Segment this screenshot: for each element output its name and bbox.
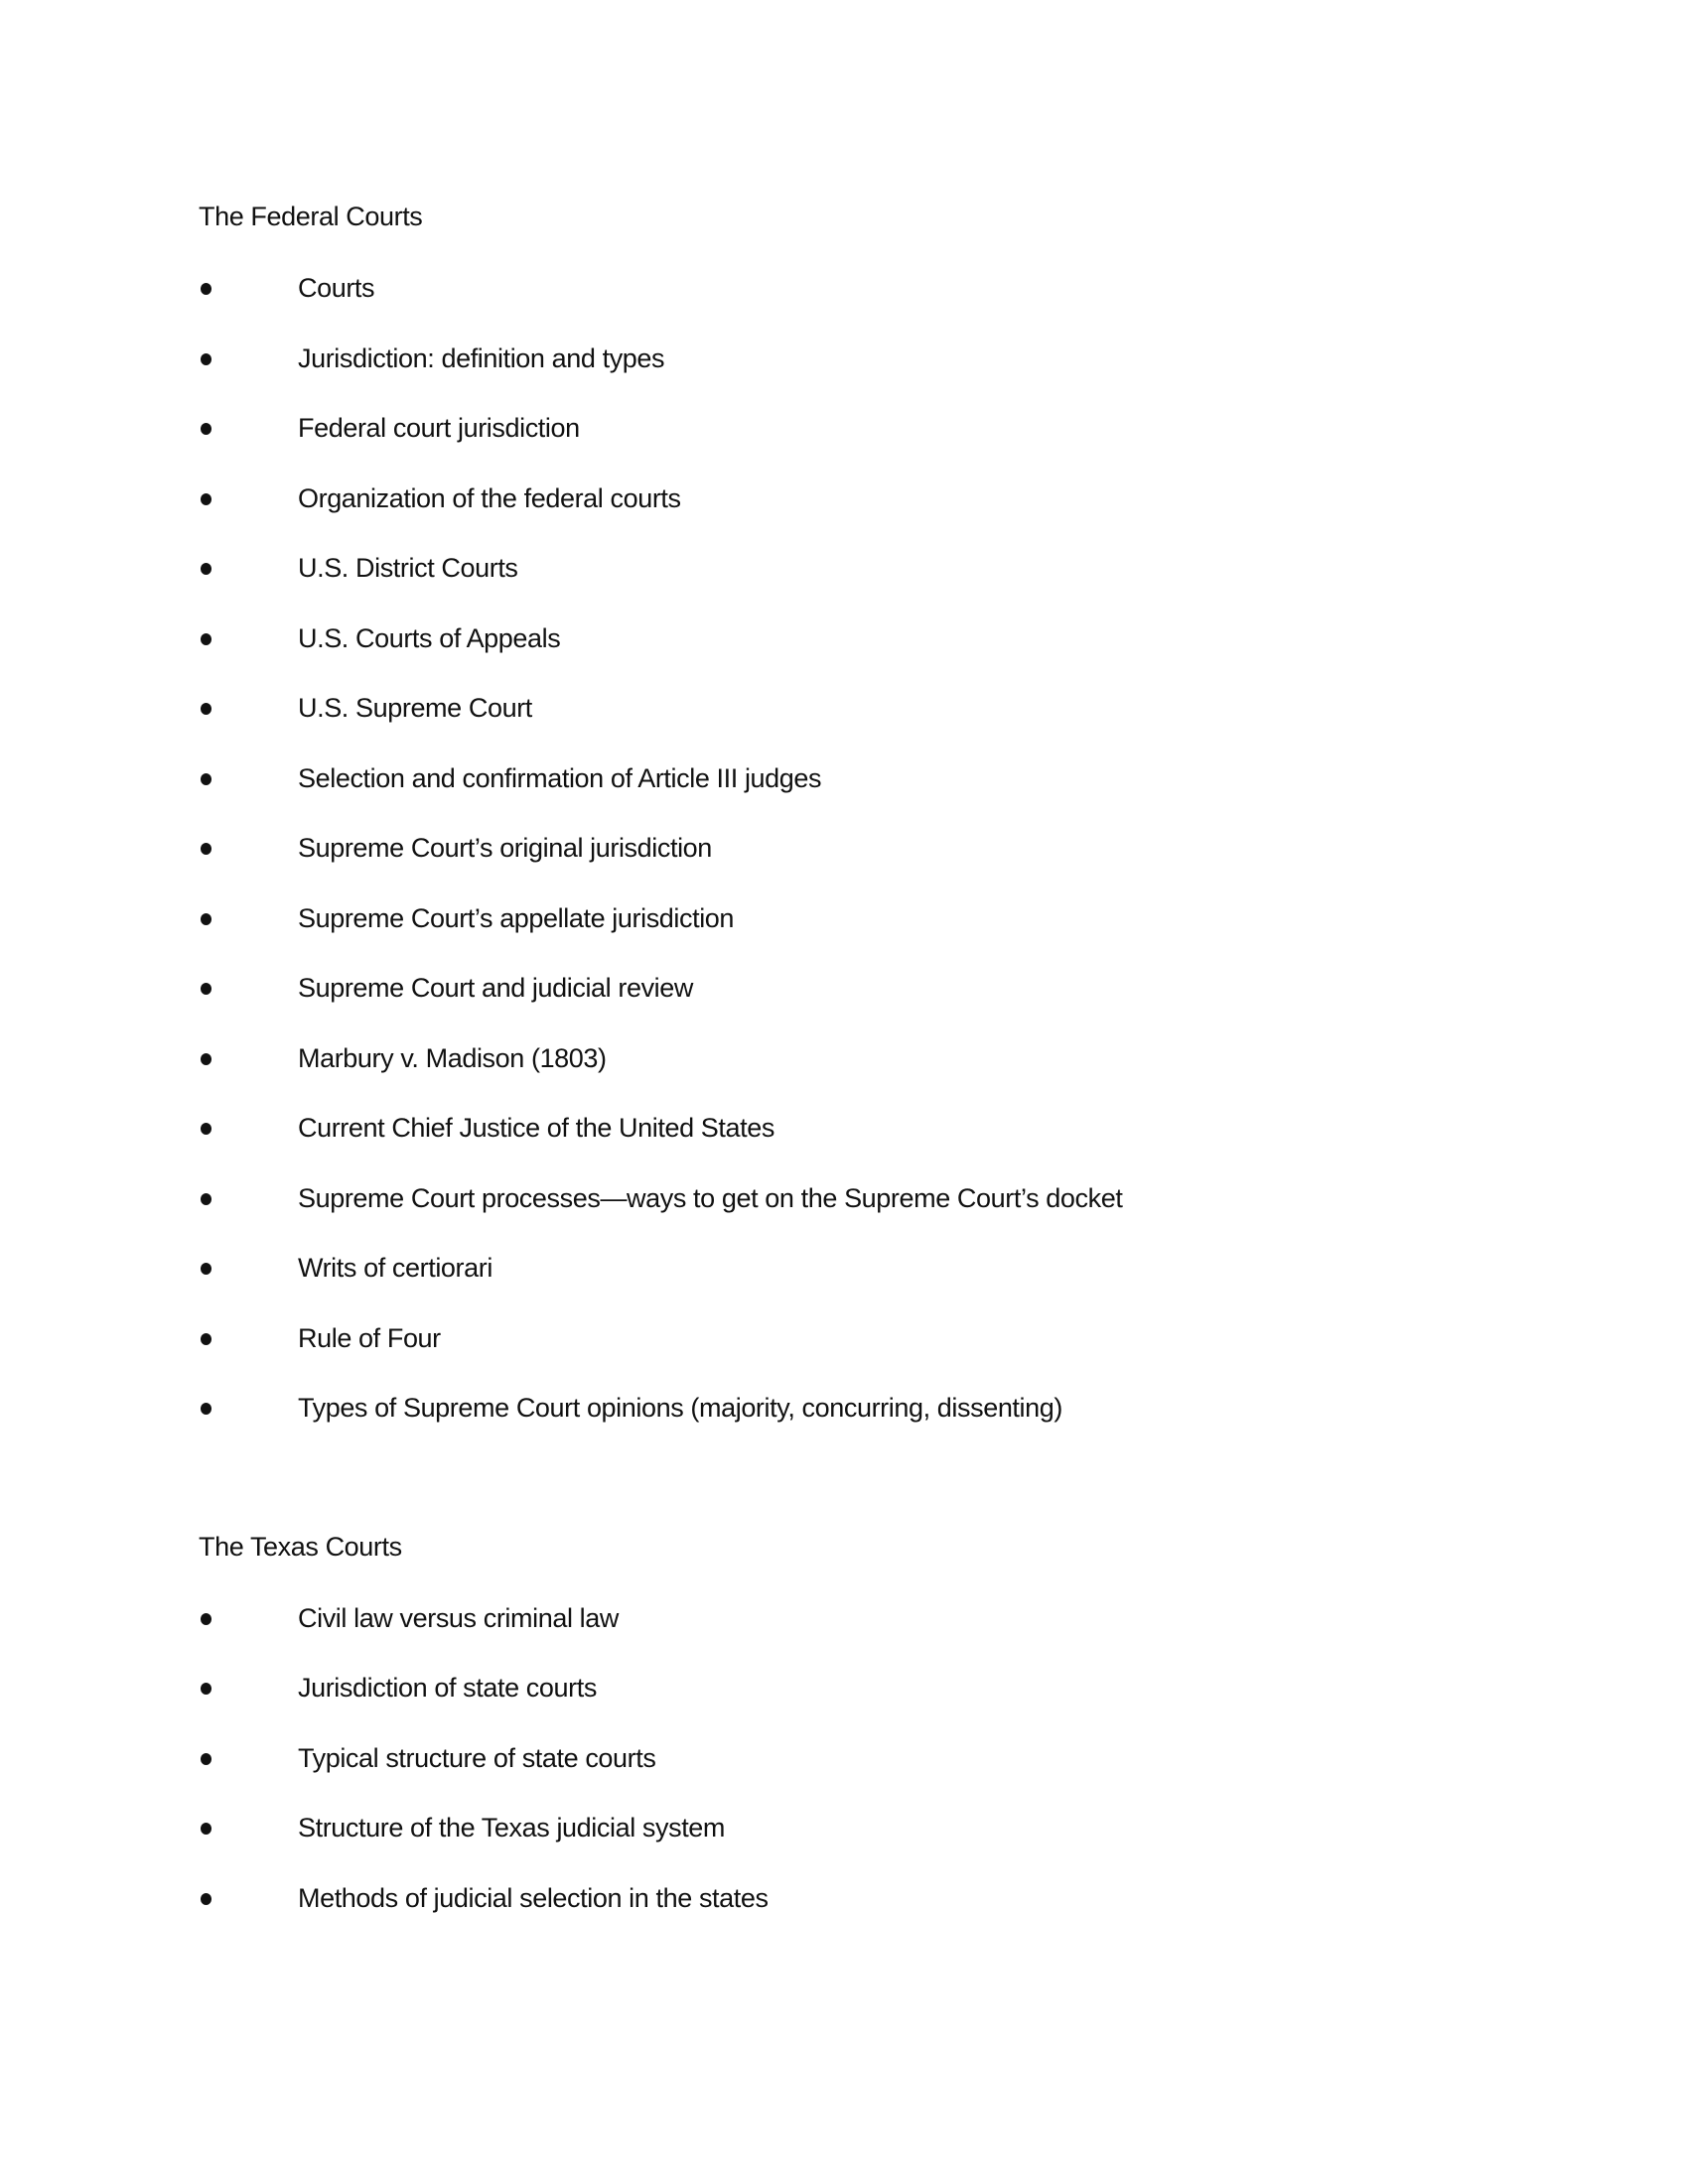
bullet-icon (201, 633, 211, 645)
section-heading-federal-courts: The Federal Courts (199, 202, 423, 231)
bullet-icon (201, 703, 211, 715)
bullet-icon (201, 1403, 211, 1415)
document-page: The Federal Courts Courts Jurisdiction: definition and types Federal court jurisdiction Organization of the federal courts U.S. District Courts U.S. Courts of Appeals U.S. Supreme Court Selection and confirmation of Article III judges Supreme Court’s original jurisdiction Supreme Court’s appellate jurisdiction Supreme Court and judicial review Marbury v. Madison (1803) Current Chief Justice of the United States Supreme Court processes—ways to get on the Supreme Court’s docket Writs of certiorari Rule of Four Types of Supreme Court opinions (majority, concurring, dissenting) The Texas Courts Civil law versus criminal law Jurisdiction of state courts Typical structure of state courts Structure of the Texas judicial system Methods of judicial selection in the states (0, 0, 1688, 2184)
bullet-icon (201, 283, 211, 295)
bullet-icon (201, 1053, 211, 1065)
bullet-icon (201, 563, 211, 575)
bullet-icon (201, 843, 211, 855)
bullet-icon (201, 1333, 211, 1345)
bullet-icon (201, 1753, 211, 1765)
bullet-icon (201, 1193, 211, 1205)
bullet-icon (201, 983, 211, 995)
bullet-icon (201, 493, 211, 505)
bullet-icon (201, 1823, 211, 1835)
bullet-icon (201, 913, 211, 925)
bullet-icon (201, 1263, 211, 1275)
bullet-icon (201, 1613, 211, 1625)
bullet-icon (201, 1123, 211, 1135)
bullet-icon (201, 353, 211, 365)
bullet-icon (201, 423, 211, 435)
bullet-icon (201, 1893, 211, 1905)
bullet-icon (201, 773, 211, 785)
bullet-icon (201, 1683, 211, 1695)
section-heading-texas-courts: The Texas Courts (199, 1532, 402, 1562)
